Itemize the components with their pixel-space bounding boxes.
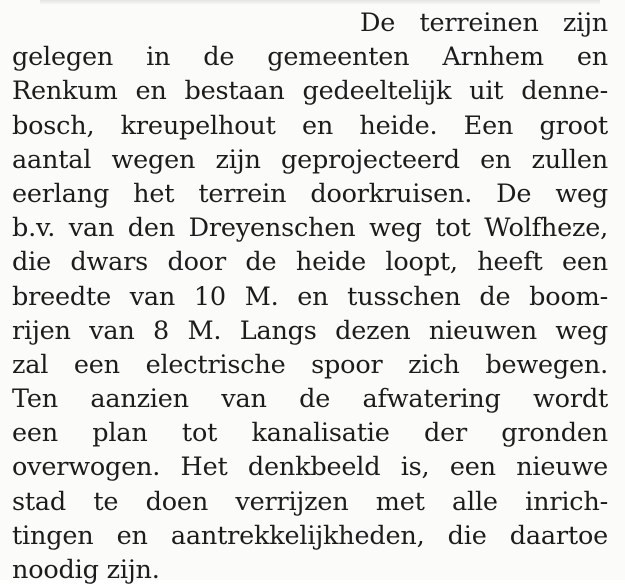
article-line: die dwars door de heide loopt, heeft een bbox=[12, 247, 608, 278]
article-line: zal een electrische spoor zich bewegen. bbox=[12, 349, 608, 380]
article-line: Renkum en bestaan gedeeltelijk uit denne- bbox=[12, 76, 608, 107]
article-line: bosch, kreupelhout en heide. Een groot bbox=[12, 110, 608, 141]
article-text bbox=[12, 6, 608, 587]
article-line: overwogen. Het denkbeeld is, een nieuwe bbox=[12, 452, 608, 483]
article-line: Ten aanzien van de afwatering wordt bbox=[12, 384, 608, 415]
article-line: rijen van 8 M. Langs dezen nieuwen weg bbox=[12, 315, 608, 346]
print-smudge bbox=[40, 0, 600, 5]
article-line: noodig zijn. bbox=[12, 555, 160, 585]
article-line: tingen en aantrekkelijkheden, die daartoe bbox=[12, 520, 608, 551]
article-line: een plan tot kanalisatie der gronden bbox=[12, 418, 608, 449]
article-line: breedte van 10 M. en tusschen de boom- bbox=[12, 281, 608, 312]
article-line: stad te doen verrijzen met alle inrich- bbox=[12, 486, 608, 517]
article-line: eerlang het terrein doorkruisen. De weg bbox=[12, 178, 608, 209]
article-line: aantal wegen zijn geprojecteerd en zullen bbox=[12, 144, 608, 175]
article-line: gelegen in de gemeenten Arnhem en bbox=[12, 42, 608, 73]
article-line: b.v. van den Dreyenschen weg tot Wolfheze, bbox=[12, 213, 608, 244]
article-line: De terreinen zijn bbox=[360, 8, 608, 38]
